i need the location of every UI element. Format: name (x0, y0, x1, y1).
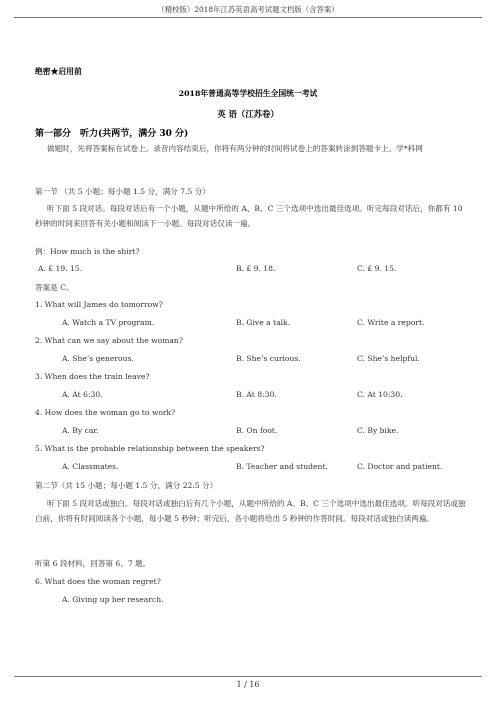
section2-instructions: 听下面 5 段对话或独白。每段对话或独白后有几个小题，从题中所给的 A、B、C 三个选项中选出最佳选项。听每段对话或独白前，你将有时间阅读各个小题，每小题 5 秒钟；听完后，各小题将给出 5 秒钟的作答时间。每段对话或独白读两遍。 (35, 499, 466, 523)
part1-intro: 做题时，先将答案标在试卷上。录音内容结束后，你将有两分钟的时间将试卷上的答案转涂到答题卡上。学*科网 (47, 144, 423, 153)
q5-option-a: A. Classmates. (62, 462, 119, 471)
example-option-a: A. £ 19. 15. (38, 264, 83, 273)
example-option-c: C. £ 9. 15. (357, 264, 397, 273)
question-6: 6. What does the woman regret? (35, 577, 161, 586)
q2-option-a: A. She’s generous. (62, 354, 134, 363)
q4-option-a: A. By car. (62, 426, 99, 435)
example-question: 例：How much is the shirt? (35, 247, 140, 256)
part1-title: 第一部分 听力(共两节，满分 30 分) (35, 129, 189, 139)
subject-title: 英 语（江苏卷） (217, 109, 279, 119)
exam-title: 2018年普通高等学校招生全国统一考试 (178, 89, 318, 98)
q3-option-b: B. At 8:30. (236, 390, 277, 399)
example-answer: 答案是 C。 (35, 283, 74, 292)
q1-option-b: B. Give a talk. (236, 318, 291, 327)
footer-divider (14, 676, 482, 677)
q5-option-c: C. Doctor and patient. (357, 462, 443, 471)
question-2: 2. What can we say about the woman? (35, 336, 183, 345)
q6-option-a: A. Giving up her research. (62, 595, 164, 604)
question-1: 1. What will James do tomorrow? (35, 300, 163, 309)
question-3: 3. When does the train leave? (35, 372, 150, 381)
q2-option-c: C. She’s helpful. (357, 354, 420, 363)
section1-instructions: 听下面 5 段对话。每段对话后有一个小题，从题中所给的 A、B、C 三个选项中选出最佳选项。听完每段对话后，你都有 10 秒钟的时间来回答有关小题和阅读下一小题。每段对话仅读一遍。 (35, 204, 463, 228)
header-divider (14, 17, 482, 18)
question-4: 4. How does the woman go to work? (35, 408, 176, 417)
q1-option-a: A. Watch a TV program. (62, 318, 155, 327)
section1-title: 第一节 （共 5 小题；每小题 1.5 分，满分 7.5 分） (35, 187, 210, 196)
q1-option-c: C. Write a report. (357, 318, 425, 327)
q4-option-b: B. On foot. (236, 426, 278, 435)
q4-option-c: C. By bike. (357, 426, 399, 435)
section2-title: 第二节（共 15 小题；每小题 1.5 分，满分 22.5 分） (35, 481, 218, 490)
material-note: 听第 6 段材料，回答第 6、7 题。 (35, 559, 151, 568)
q2-option-b: B. She’s curious. (236, 354, 301, 363)
secret-label: 绝密★启用前 (35, 67, 82, 76)
question-5: 5. What is the probable relationship between the speakers? (35, 444, 265, 453)
q3-option-a: A. At 6:30. (62, 390, 103, 399)
q3-option-c: C. At 10:30. (357, 390, 403, 399)
page-header: （精校版）2018年江苏英语高考试题文档版（含答案） (157, 5, 339, 14)
page-number: 1 / 16 (236, 680, 260, 689)
q5-option-b: B. Teacher and student. (236, 462, 328, 471)
example-option-b: B. £ 9. 18. (236, 264, 276, 273)
